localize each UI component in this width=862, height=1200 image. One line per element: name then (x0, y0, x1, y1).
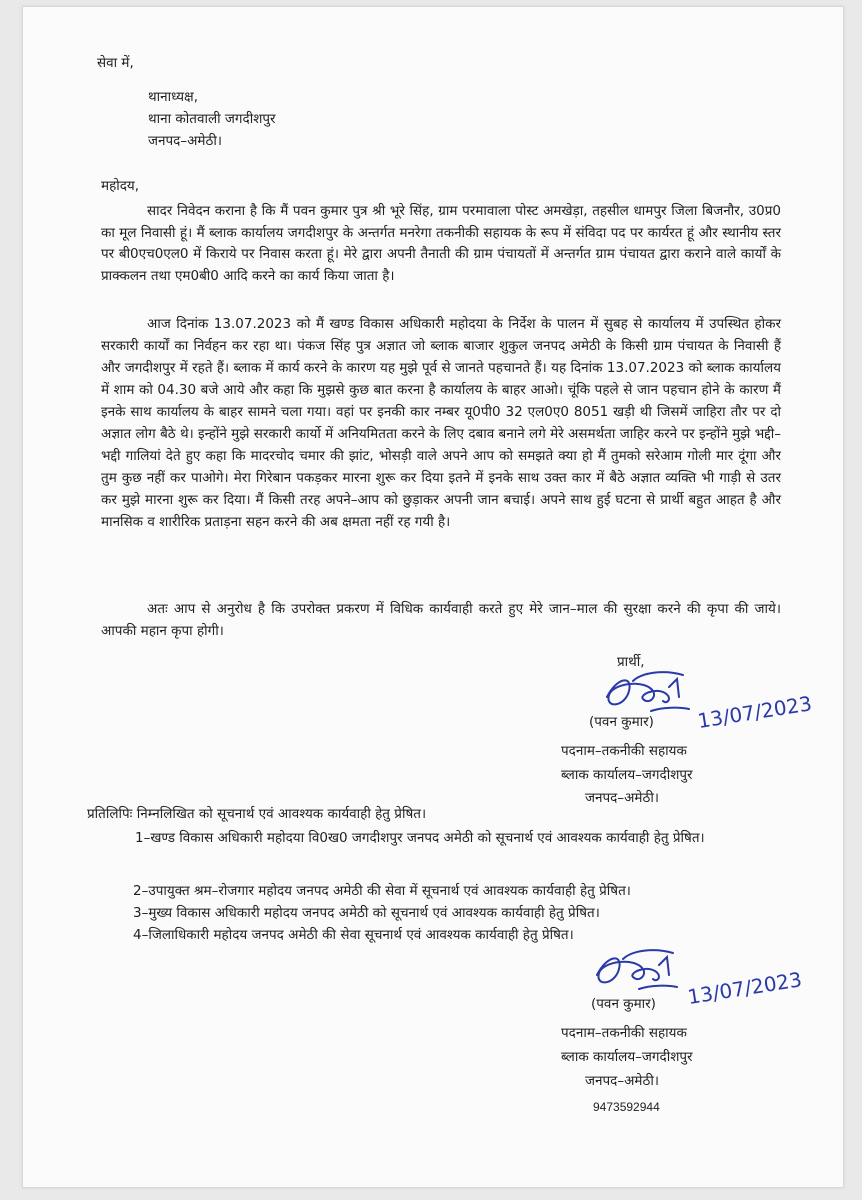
signature-date: 13/07/2023 (695, 691, 813, 734)
recipient-station: थाना कोतवाली जगदीशपुर (148, 111, 276, 127)
applicant-designation: पदनाम–तकनीकी सहायक (561, 743, 687, 759)
closing-office: ब्लाक कार्यालय–जगदीशपुर (561, 1049, 693, 1065)
letter-page (22, 6, 844, 1188)
closing-designation: पदनाम–तकनीकी सहायक (561, 1025, 687, 1041)
copy-to-heading: प्रतिलिपिः निम्नलिखित को सूचनार्थ एवं आवश्यक कार्यवाही हेतु प्रेषित। (87, 806, 427, 822)
contact-phone: 9473592944 (593, 1100, 660, 1114)
body-paragraph-3: अतः आप से अनुरोध है कि उपरोक्त प्रकरण में विधिक कार्यवाही करते हुए मेरे जान–माल की सुरक्षा करने की कृपा की जाये। आपकी महान कृपा होगी। (101, 601, 781, 639)
signature-stroke (597, 950, 677, 989)
body-paragraph-1: सादर निवेदन कराना है कि मैं पवन कुमार पुत्र श्री भूरे सिंह, ग्राम परमावाला पोस्ट अमखेड़ा, तहसील धामपुर जिला बिजनौर, उ0प्र0 का मूल निवासी हूं। मैं ब्लाक कार्यालय जगदीशपुर के अन्तर्गत मनरेगा तकनीकी सहायक के रूप में संविदा पद पर कार्यरत हूं और स्थानीय स्तर पर बी0एच0एल0 में किराये पर निवास करता हूं। मेरे द्वारा अपनी तैनाती की ग्राम पंचायतों में अन्तर्गत ग्राम पंचायत द्वारा कराने वाले कार्यों के प्राक्कलन तथा एम0बी0 आदि करने का कार्य किया जाता है। (101, 203, 781, 284)
copy-to-item-3: 3–मुख्य विकास अधिकारी महोदय जनपद अमेठी को सूचनार्थ एवं आवश्यक कार्यवाही हेतु प्रेषित। (133, 905, 600, 921)
closing-district: जनपद–अमेठी। (585, 1073, 659, 1089)
copy-to-item-4: 4–जिलाधिकारी महोदय जनपद अमेठी की सेवा सूचनार्थ एवं आवश्यक कार्यवाही हेतु प्रेषित। (133, 927, 574, 943)
recipient-title: थानाध्यक्ष, (148, 89, 198, 105)
applicant-office: ब्लाक कार्यालय–जगदीशपुर (561, 767, 693, 783)
closing-signature-date: 13/07/2023 (685, 967, 803, 1010)
applicant-label: प्रार्थी, (617, 654, 645, 670)
applicant-name: (पवन कुमार) (589, 714, 654, 730)
signature-stroke (607, 672, 689, 711)
greeting: महोदय, (101, 178, 140, 194)
salutation-to: सेवा में, (97, 55, 134, 71)
letter-document (23, 7, 843, 1187)
copy-to-item-1: 1–खण्ड विकास अधिकारी महोदया वि0ख0 जगदीशपुर जनपद अमेठी को सूचनार्थ एवं आवश्यक कार्यवाही हेतु प्रेषित। (135, 830, 705, 846)
copy-to-item-2: 2–उपायुक्त श्रम–रोजगार महोदय जनपद अमेठी की सेवा में सूचनार्थ एवं आवश्यक कार्यवाही हेतु प्रेषित। (133, 883, 631, 899)
closing-name: (पवन कुमार) (591, 996, 656, 1012)
applicant-district: जनपद–अमेठी। (585, 790, 659, 806)
body-paragraph-2: आज दिनांक 13.07.2023 को मैं खण्ड विकास अधिकारी महोदया के निर्देश के पालन में सुबह से कार्यालय में उपस्थित होकर सरकारी कार्यों का निर्वहन कर रहा था। पंकज सिंह पुत्र अज्ञात जो ब्लाक बाजार शुकुल जनपद अमेठी के किसी ग्राम पंचायत के निवासी हैं और जगदीशपुर में रहते हैं। ब्लाक में कार्य करने के कारण यह मुझे पूर्व से जानते पहचानते हैं। यह दिनांक 13.07.2023 को ब्लाक कार्यालय में शाम को 04.30 बजे आये और कहा कि मुझसे कुछ बात करना है कार्यालय के बाहर आओ। चूंकि पहले से जान पहचान होने के कारण मैं इनके साथ कार्यालय के बाहर सामने चला गया। वहां पर इनकी कार नम्बर यू0पी0 32 एल0ए0 8051 खड़ी थी जिसमें जाहिरा तौर पर दो अज्ञात लोग बैठे थे। इन्होंने मुझे सरकारी कार्यो में अनियमितता करने के लिए दबाव बनाने लगे मेरे असमर्थता जाहिर करने पर इन्होंने मुझे भद्दी–भद्दी गालियां देते हुए कहा कि मादरचोद चमार की झांट, भोसड़ी वाले अपने आप को समझते क्या हो मैं तुमको सरेआम गोली मार दूंगा और तुम कुछ नहीं कर पाओगे। मेरा गिरेबान पकड़कर मारना शुरू कर दिया इतने में इनके साथ उक्त कार में बैठे अज्ञात व्यक्ति भी गाड़ी से उतर कर मुझे मारना शुरू कर दिया। मैं किसी तरह अपने–आप को छुड़ाकर अपनी जान बचाई। अपने साथ हुई घटना से प्रार्थी बहुत आहत है और मानसिक व शारीरिक प्रताड़ना सहन करने की अब क्षमता नहीं रह गयी है। (101, 316, 781, 530)
recipient-district: जनपद–अमेठी। (148, 133, 222, 149)
